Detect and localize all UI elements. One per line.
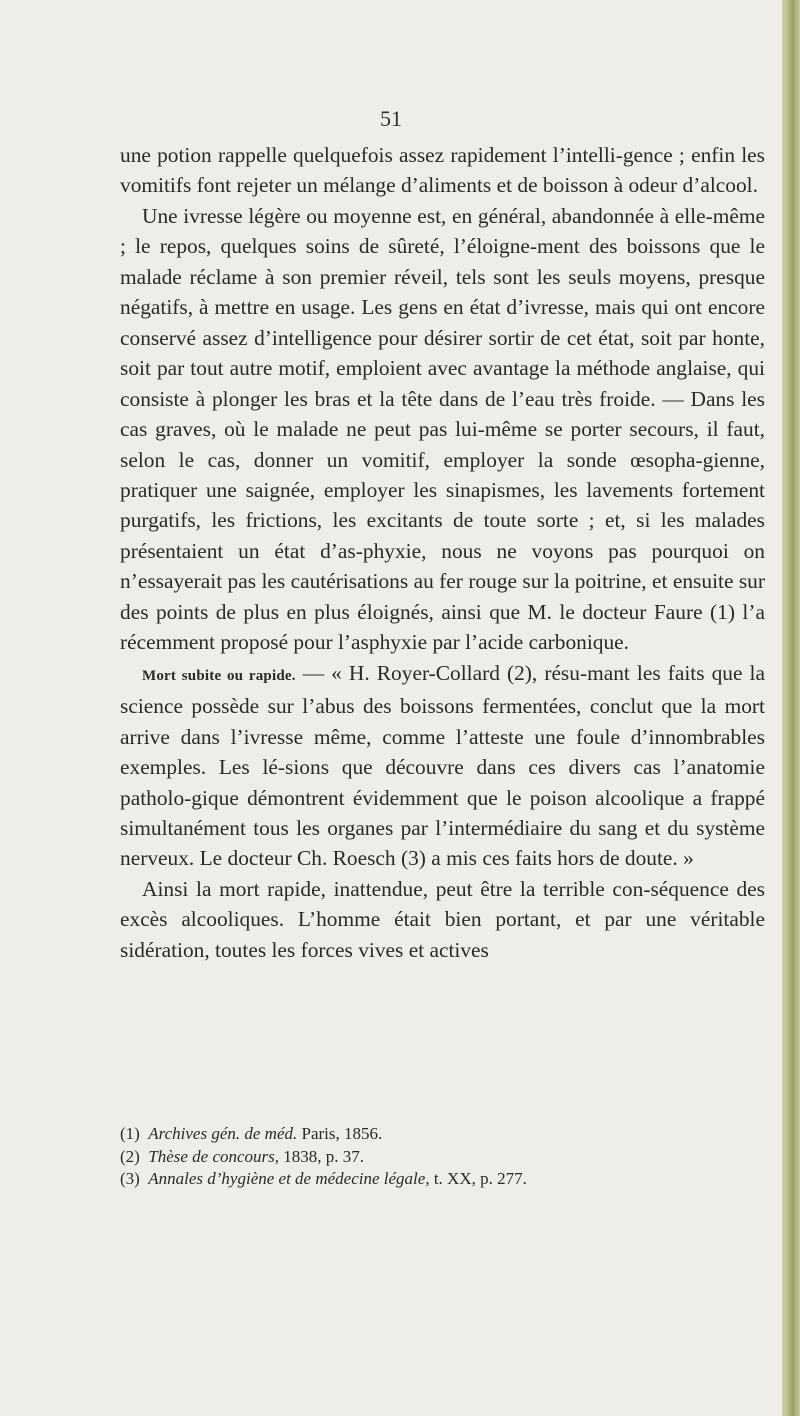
paragraph-2: Une ivresse légère ou moyenne est, en général, abandonnée à elle-même ; le repos, quelques soins de sûreté, l’éloigne-ment des boissons que le malade réclame à son premier réveil, tels sont les seuls moyens, presque négatifs, à mettre en usage. Les gens en état d’ivresse, mais qui ont encore conservé assez d’intelligence pour désirer sortir de cet état, soit par honte, soit par tout autre motif, emploient avec avantage la méthode anglaise, qui consiste à plonger les bras et la tête dans de l’eau très froide. — Dans les cas graves, où le malade ne peut pas lui-même se porter secours, il faut, selon le cas, donner un vomitif, employer la sonde œsopha-gienne, pratiquer une saignée, employer les sinapismes, les lavements fortement purgatifs, les frictions, les excitants de toute sorte ; et, si les malades présentaient un état d’as-phyxie, nous ne voyons pas pourquoi on n’essayerait pas les cautérisations au fer rouge sur la poitrine, et ensuite sur des points de plus en plus éloignés, ainsi que M. le docteur Faure (1) l’a récemment proposé pour l’asphyxie par l’acide carbonique. <box>120 203 765 655</box>
paragraph-3-text: — « H. Royer-Collard (2), résu-mant les faits que la science possède sur l’abus des boissons fermentées, conclut que la mort arrive dans l’ivresse même, comme l’atteste une foule d’innombrables exemples. Les lé-sions que découvre dans ces divers cas l’anatomie patholo-gique démontrent évidemment que le poison alcoolique a frappé simultanément tous les organes par l’intermédiaire du sang et du système nerveux. Le docteur Ch. Roesch (3) a mis ces faits hors de doute. » <box>120 660 765 871</box>
footnote-number: (1) <box>120 1124 140 1143</box>
footnote-2 <box>120 1146 765 1169</box>
footnote-title: Archives gén. de méd. <box>148 1124 298 1143</box>
page-number: 51 <box>380 106 402 131</box>
footnote-number: (2) <box>120 1146 140 1166</box>
footnote-detail: 1838, p. 37. <box>279 1146 365 1166</box>
footnote-1 <box>120 1123 765 1146</box>
footnotes <box>120 1123 765 1191</box>
page-edge <box>782 0 800 1416</box>
section-runin-heading: Mort subite ou rapide. <box>142 667 296 684</box>
paragraph-3 <box>120 658 765 874</box>
paragraph-4: Ainsi la mort rapide, inattendue, peut être la terrible con-séquence des excès alcooliques. L’homme était bien portant, et par une véritable sidération, toutes les forces vives et actives <box>120 876 765 962</box>
footnote-detail: t. XX, p. 277. <box>429 1169 527 1188</box>
footnote-number: (3) <box>120 1169 140 1188</box>
paragraph-1: une potion rappelle quelquefois assez rapidement l’intelli-gence ; enfin les vomitifs font rejeter un mélange d’aliments et de boisson à odeur d’alcool. <box>120 143 765 198</box>
footnote-title: Annales d’hygiène et de médecine légale, <box>148 1169 430 1188</box>
footnote-detail: Paris, 1856. <box>297 1124 383 1143</box>
footnote-title: Thèse de concours, <box>148 1146 280 1166</box>
body-text <box>120 140 765 965</box>
footnote-3 <box>120 1168 765 1191</box>
